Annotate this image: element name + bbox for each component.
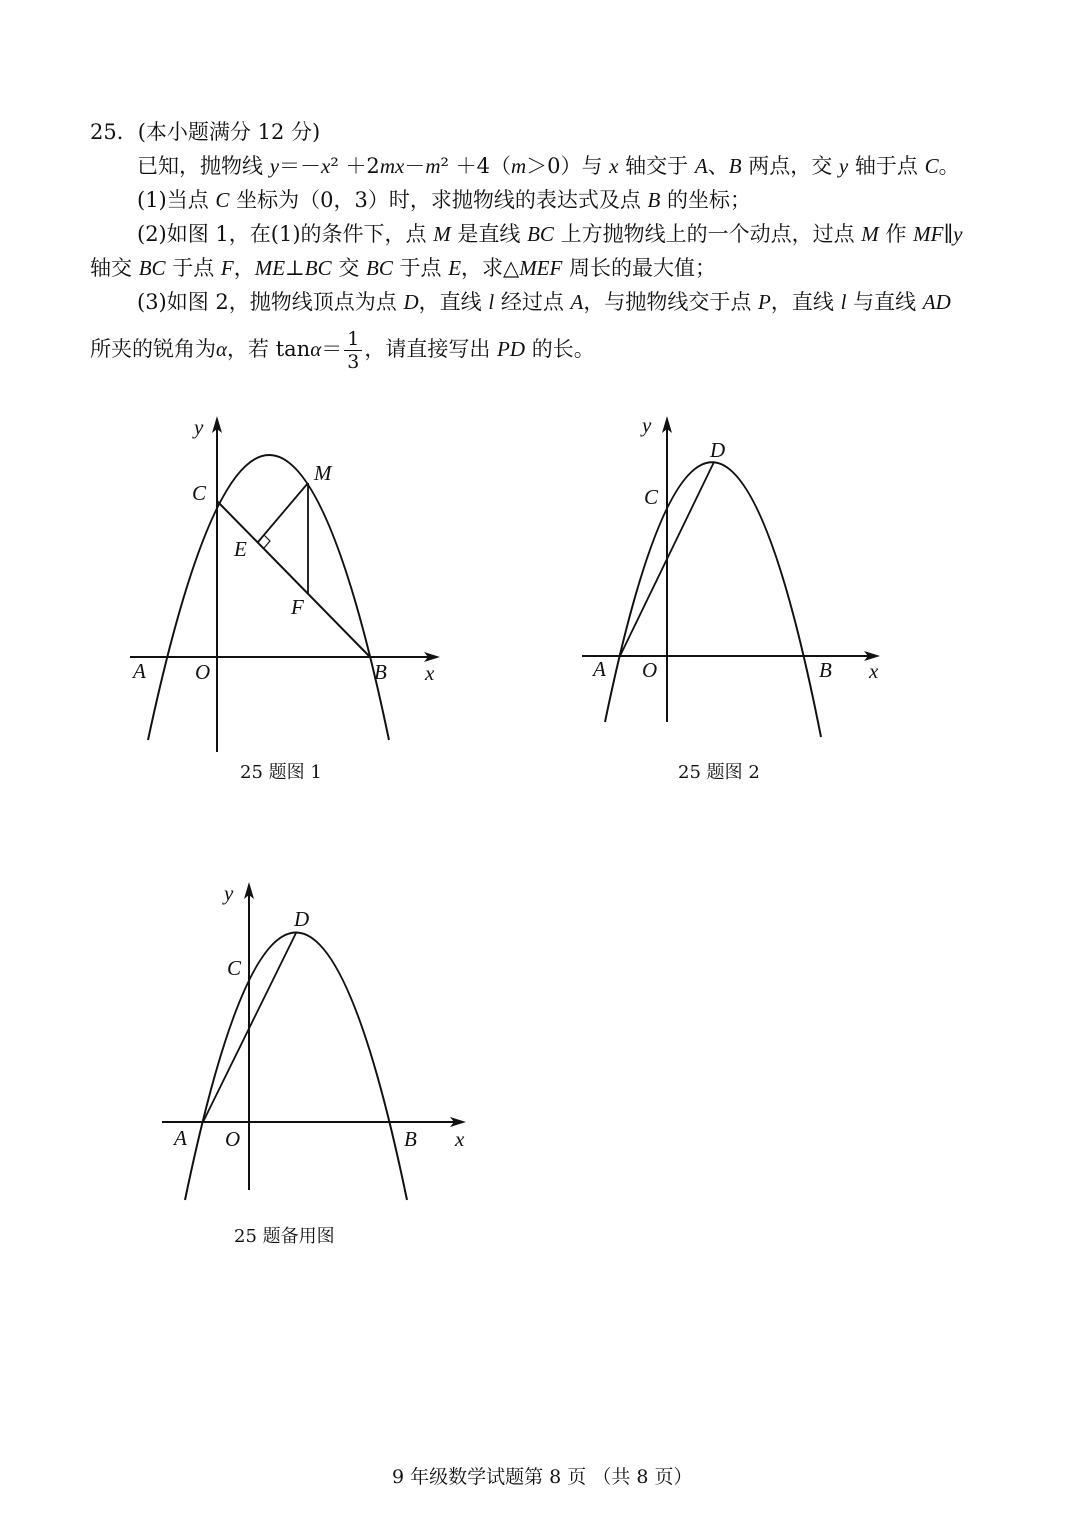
fig2-label-y: y [642, 413, 652, 437]
fig1-label-y: y [194, 415, 204, 439]
fig3-label-c: C [227, 956, 242, 980]
fig3-label-a: A [174, 1126, 187, 1150]
fig3-label-b: B [404, 1127, 417, 1151]
fig2-label-x: x [869, 659, 879, 683]
fig1-label-a: A [133, 659, 146, 683]
fig1-label-o: O [195, 660, 211, 684]
fig2-label-d: D [710, 438, 726, 462]
fig3-label-o: O [225, 1127, 241, 1151]
fig2-label-a: A [593, 657, 606, 681]
fig2-label-b: B [819, 658, 832, 682]
fig3-caption: 25 题备用图 [234, 1226, 335, 1247]
question-1: (1)当点 C 坐标为（0，3）时，求抛物线的表达式及点 B 的坐标； [137, 188, 752, 212]
fig1-caption: 25 题图 1 [240, 762, 322, 783]
fig1-label-x: x [425, 661, 435, 685]
fig2-caption: 25 题图 2 [678, 762, 760, 783]
question-2-line-2: 轴交 BC 于点 F，ME⊥BC 交 BC 于点 E，求△MEF 周长的最大值； [90, 256, 717, 280]
fig1-label-c: C [192, 481, 207, 505]
fig2-label-c: C [644, 485, 659, 509]
fig1-label-m: M [314, 461, 332, 485]
problem-stem: 已知，抛物线 y＝－x² ＋2mx－m² ＋4（m＞0）与 x 轴交于 A、B 两点，交 y 轴于点 C。 [137, 154, 960, 178]
question-3-line-1: (3)如图 2，抛物线顶点为点 D，直线 l 经过点 A，与抛物线交于点 P，直线 l 与直线 AD [137, 290, 951, 314]
problem-header: 25．(本小题满分 12 分) [90, 120, 321, 144]
fig3-label-x: x [455, 1127, 465, 1151]
question-2-line-1: (2)如图 1，在(1)的条件下，点 M 是直线 BC 上方抛物线上的一个动点，过点 M 作 MF∥y [137, 222, 963, 246]
fig1-label-e: E [234, 537, 247, 561]
fig2-label-o: O [642, 658, 658, 682]
fraction-one-third: $\frac{1}{3}$ [344, 328, 362, 373]
fig1-label-b: B [374, 660, 387, 684]
fig1-label-f: F [291, 595, 304, 619]
fig3-parabola [185, 933, 407, 1201]
fig3-label-y: y [224, 881, 234, 905]
page-footer: 9 年级数学试题第 8 页 （共 8 页） [392, 1466, 693, 1488]
question-3-line-2: 所夹的锐角为α，若 tanα＝ $\frac{1}{3}$ ，请直接写出 PD 的长。 [90, 328, 595, 373]
fig3-label-d: D [294, 907, 310, 931]
